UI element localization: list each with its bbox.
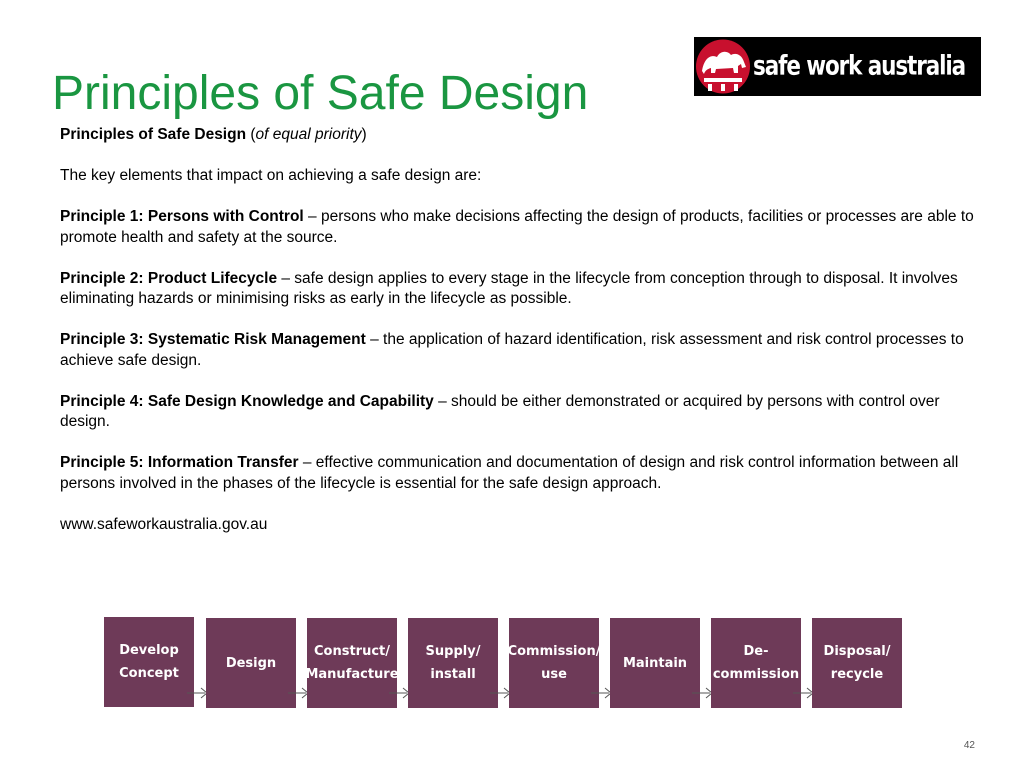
stage-line: Manufacture: [305, 667, 399, 682]
stage-line: use: [541, 667, 567, 682]
stage-line: Concept: [119, 666, 179, 681]
website-url: www.safeworkaustralia.gov.au: [60, 515, 268, 533]
principle-1-text: – persons who make decisions affecting the design of products, facilities or processes are able to promote health and safety at the source.: [60, 208, 974, 246]
stage-line: Construct/: [313, 644, 390, 659]
stage-disposal-recycle: [812, 618, 902, 708]
stage-line: De-: [743, 644, 769, 659]
stage-line: recycle: [830, 667, 884, 682]
stage-line: Supply/: [425, 644, 481, 659]
safe-work-australia-logo-mark-icon: [694, 37, 754, 96]
principle-2-text: – safe design applies to every stage in the lifecycle from conception through to disposal. It involves eliminating hazards or minimising risks as early in the lifecycle as possible.: [60, 269, 958, 307]
stage-line: Commission/: [507, 644, 601, 659]
principle-3: [60, 330, 980, 371]
principle-4-label: Principle 4: Safe Design Knowledge and Capability: [60, 392, 434, 410]
stage-line: Disposal/: [823, 644, 891, 659]
principle-5-text: – effective communication and documentation of design and risk control information between all persons involved in the phases of the lifecycle is essential for the safe design approach.: [60, 454, 959, 492]
principle-5-label: Principle 5: Information Transfer: [60, 454, 299, 471]
safe-work-australia-logo: [694, 37, 981, 96]
principle-1: [60, 207, 980, 248]
stage-decommission: [711, 618, 801, 708]
principles-heading: [60, 125, 980, 146]
principle-2: [60, 269, 980, 310]
stage-commission-use: [509, 618, 599, 708]
principle-4: [60, 392, 980, 433]
stage-line: Maintain: [622, 655, 688, 671]
stage-line: Design: [225, 655, 277, 671]
slide-title: Principles of Safe Design: [52, 67, 589, 121]
stage-develop-concept: [104, 617, 194, 707]
principle-4-text: – should be either demonstrated or acquired by persons with control over design.: [60, 392, 940, 430]
heading-close-paren: ): [361, 126, 367, 143]
page-number: 42: [963, 740, 975, 751]
heading-open-paren: (: [246, 126, 256, 143]
stage-line: install: [430, 667, 476, 682]
principle-2-label: Principle 2: Product Lifecycle: [60, 269, 278, 287]
stage-maintain: [610, 618, 700, 708]
stage-design: [206, 618, 296, 708]
principles-heading-italic: of equal priority: [255, 126, 362, 143]
principles-heading-bold: Principles of Safe Design: [60, 126, 247, 143]
principle-1-label: Principle 1: Persons with Control: [60, 208, 304, 225]
slide-body: [60, 125, 980, 556]
principle-3-label: Principle 3: Systematic Risk Management: [60, 331, 366, 348]
principle-5: [60, 453, 980, 494]
stage-supply-install: [408, 618, 498, 708]
intro-text: The key elements that impact on achieving a safe design are:: [60, 167, 482, 184]
stage-line: commission: [712, 667, 800, 682]
stage-line: Develop: [119, 643, 179, 658]
logo-text: safe work australia: [753, 51, 966, 82]
principle-3-text: – the application of hazard identification, risk assessment and risk control processes to achieve safe design.: [60, 331, 964, 369]
stage-construct-manufacture: [307, 618, 397, 708]
lifecycle-flow: [104, 617, 904, 709]
